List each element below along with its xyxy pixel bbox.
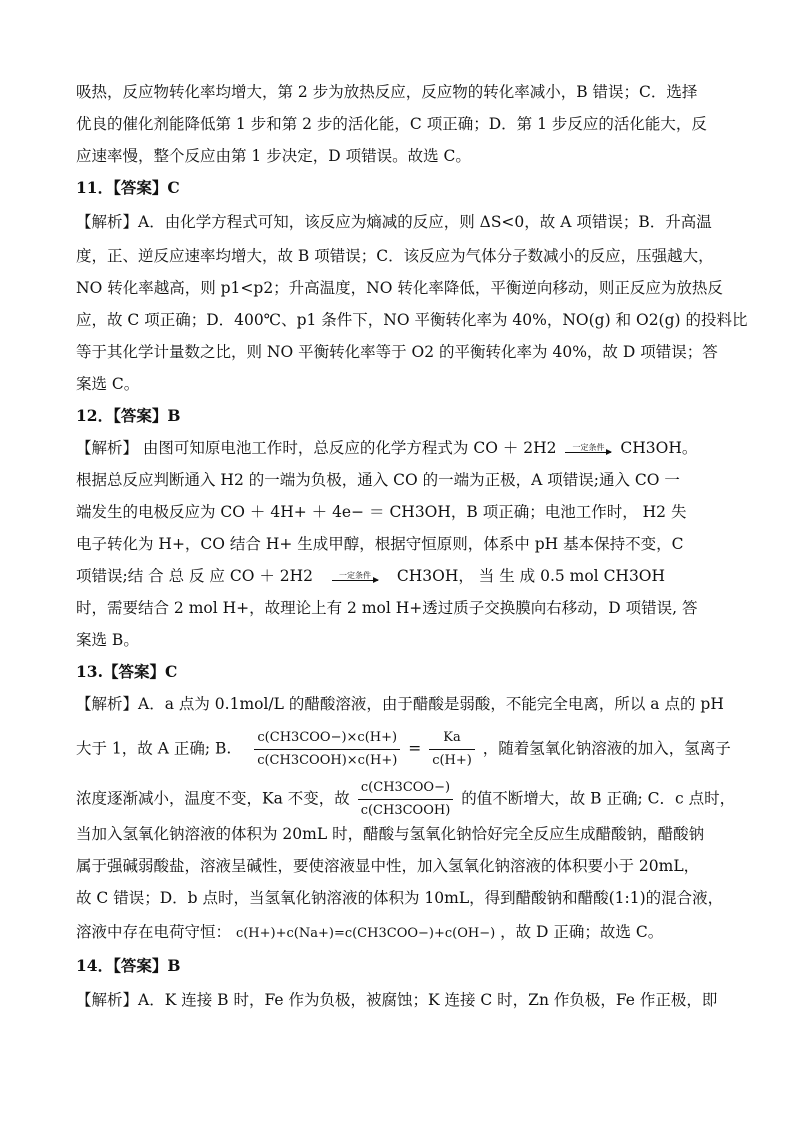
fraction-denominator: c(CH3COOH)×c(H+) — [254, 749, 400, 771]
analysis-14-line: 【解析】A．K 连接 B 时，Fe 作为负极，被腐蚀；K 连接 C 时，Zn 作负极，Fe 作正极，即 — [76, 991, 718, 1009]
answer-11-heading: 11．【答案】C — [76, 178, 180, 197]
analysis-13-text: 大于 1，故 A 正确; B. — [76, 739, 232, 758]
analysis-11-line: 案选 C。 — [76, 375, 140, 393]
equals-sign: = — [408, 739, 422, 758]
ka-fraction — [429, 728, 475, 771]
analysis-12-line: 时，需要结合 2 mol H+，故理论上有 2 mol H+透过质子交换膜向右移动，D 项错误, 答 — [76, 599, 698, 617]
analysis-12-line: 端发生的电极反应为 CO ＋ 4H+ ＋ 4e− ＝ CH3OH，B 项正确；电池工作时， H2 失 — [76, 503, 687, 521]
analysis-12-line — [76, 438, 697, 458]
analysis-13-text: ，随着氢氧化钠溶液的加入，氢离子 — [482, 739, 731, 758]
analysis-11-line: 应，故 C 项正确；D．400℃、p1 条件下，NO 平衡转化率为 40%，NO(g) 和 O2(g) 的投料比 — [76, 311, 748, 329]
fraction-denominator: c(CH3COOH) — [358, 799, 454, 821]
analysis-11-line: 度，正、逆反应速率均增大，故 B 项错误；C．该反应为气体分子数减小的反应，压强越大， — [76, 247, 714, 265]
charge-balance-formula: c(H+)+c(Na+)=c(CH3COO−)+c(OH−) — [235, 926, 496, 941]
condition-label: 一定条件 — [338, 570, 371, 580]
fraction-numerator: Ka — [443, 730, 461, 745]
reaction-condition-arrow — [332, 571, 378, 584]
fraction-numerator: c(CH3COO−) — [360, 780, 451, 795]
analysis-13-text: ，故 D 正确；故选 C。 — [500, 923, 664, 941]
analysis-12-text: CH3OH。 — [620, 439, 698, 457]
acetate-ratio-fraction — [358, 778, 454, 821]
fraction-denominator: c(H+) — [429, 749, 475, 771]
arrow-icon — [565, 452, 611, 456]
fraction-numerator: c(CH3COO−)×c(H+) — [257, 730, 398, 745]
analysis-13-line — [76, 922, 663, 944]
analysis-12-text: CH3OH， 当 生 成 0.5 mol CH3OH — [396, 567, 666, 585]
analysis-12-line: 电子转化为 H+，CO 结合 H+ 生成甲醇，根据守恒原则，体系中 pH 基本保持不变，C — [76, 535, 684, 553]
answer-14-heading: 14．【答案】B — [76, 956, 181, 975]
text-line: 优良的催化剂能降低第 1 步和第 2 步的活化能，C 项正确；D．第 1 步反应的活化能大，反 — [76, 115, 707, 133]
analysis-13-text: 溶液中存在电荷守恒： — [76, 923, 232, 941]
analysis-12-line: 案选 B。 — [76, 631, 139, 649]
text-line: 应速率慢，整个反应由第 1 步决定，D 项错误。故选 C。 — [76, 147, 471, 165]
analysis-13-text: 浓度逐渐减小，温度不变，Ka 不变，故 — [76, 789, 350, 808]
analysis-11-line: NO 转化率越高，则 p1<p2；升高温度，NO 转化率降低，平衡逆向移动，则正反应为放热反 — [76, 279, 723, 297]
answer-13-heading: 13.【答案】C — [76, 662, 178, 681]
analysis-13-line — [76, 728, 731, 771]
analysis-13-line: 【解析】A．a 点为 0.1mol/L 的醋酸溶液，由于醋酸是弱酸，不能完全电离，所以 a 点的 pH — [76, 695, 724, 713]
arrow-icon — [332, 580, 378, 584]
analysis-11-line: 【解析】A．由化学方程式可知，该反应为熵减的反应，则 ΔS<0，故 A 项错误；B．升高温 — [76, 213, 712, 231]
analysis-13-line: 当加入氢氧化钠溶液的体积为 20mL 时，醋酸与氢氧化钠恰好完全反应生成醋酸钠，醋酸钠 — [76, 825, 705, 843]
analysis-12-line — [76, 566, 665, 586]
analysis-12-line: 根据总反应判断通入 H2 的一端为负极，通入 CO 的一端为正极，A 项错误;通入 CO 一 — [76, 471, 680, 489]
analysis-13-line — [76, 778, 735, 821]
analysis-11-line: 等于其化学计量数之比，则 NO 平衡转化率等于 O2 的平衡转化率为 40%，故 D 项错误；答 — [76, 343, 718, 361]
condition-label: 一定条件 — [572, 442, 605, 452]
text-line: 吸热，反应物转化率均增大，第 2 步为放热反应，反应物的转化率减小，B 错误；C．选择 — [76, 83, 698, 101]
analysis-12-text: 项错误;结 合 总 反 应 CO ＋ 2H2 — [76, 567, 314, 585]
answer-12-heading: 12．【答案】B — [76, 406, 181, 425]
analysis-13-line: 故 C 错误；D．b 点时，当氢氧化钠溶液的体积为 10mL，得到醋酸钠和醋酸(1:1)的混合液， — [76, 889, 724, 907]
analysis-12-text: 【解析】 由图可知原电池工作时，总反应的化学方程式为 CO ＋ 2H2 — [76, 439, 557, 457]
ratio-fraction — [254, 728, 400, 771]
analysis-13-text: 的值不断增大，故 B 正确; C．c 点时， — [461, 789, 736, 808]
reaction-condition-arrow — [565, 443, 611, 456]
analysis-13-line: 属于强碱弱酸盐，溶液呈碱性，要使溶液显中性，加入氢氧化钠溶液的体积要小于 20mL， — [76, 857, 700, 875]
